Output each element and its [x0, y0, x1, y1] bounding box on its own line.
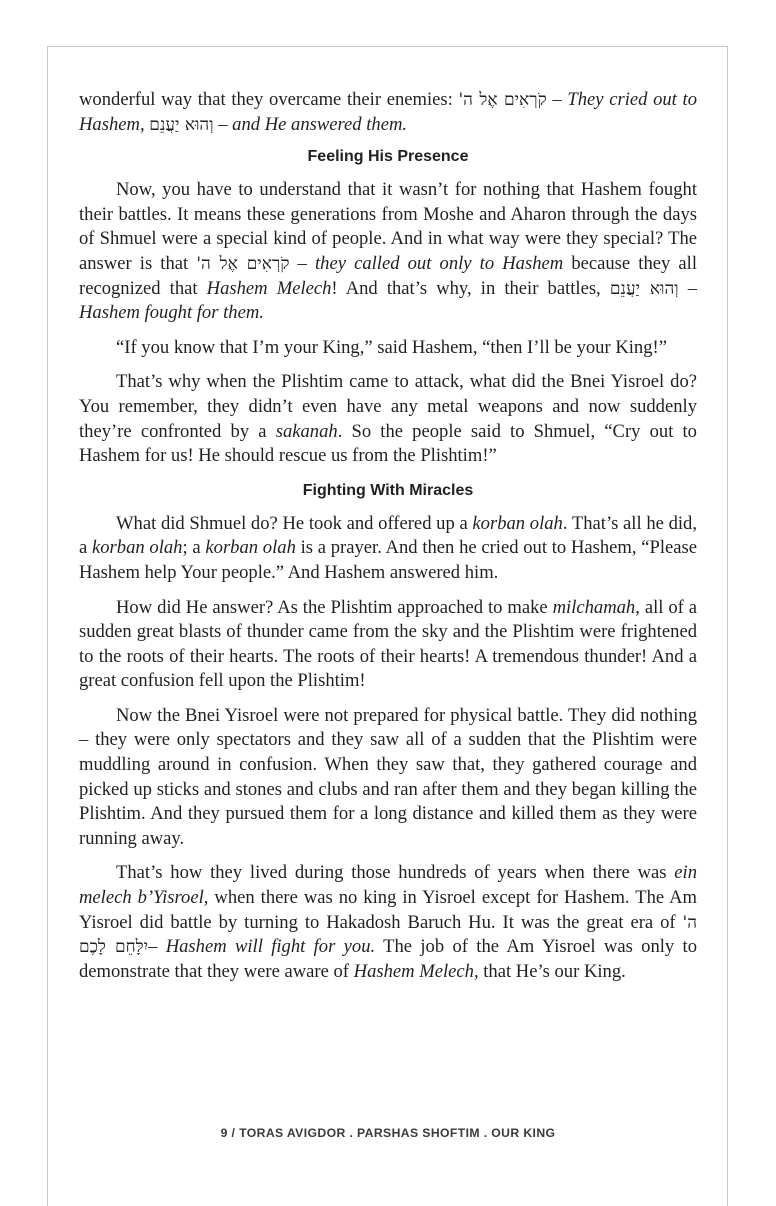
- hebrew-text: קֹרְאִים אֶל ה': [458, 90, 547, 110]
- hebrew-text: ה' יִלָּחֵם לָכֶם: [79, 912, 697, 958]
- page-footer: 9 / TORAS AVIGDOR . PARSHAS SHOFTIM . OUR KING: [220, 1126, 556, 1140]
- section-heading: Fighting With Miracles: [302, 481, 474, 499]
- paragraph: What did Shmuel do? He took and offered up a korban olah. That’s all he did, a korban olah; a korban olah is a prayer. And then he cried out to Hashem, “Please Hashem help Your people.” And Hashem answered him.: [79, 512, 698, 583]
- hebrew-text: קֹרְאִים אֶל ה': [196, 253, 290, 274]
- page-content: [79, 88, 697, 994]
- paragraph: That’s how they lived during those hundreds of years when there was ein melech b’Yisroel, when there was no king in Yisroel except for Hashem. The Am Yisroel did battle by turning to Hakadosh Baruch Hu. It was the great era of ה' יִלָּחֵם לָכֶם– Hashem will fight for you. The job of the Am Yisroel was only to demonstrate that they were aware of Hashem Melech, that He’s our King.: [79, 862, 698, 982]
- section-heading: Feeling His Presence: [307, 148, 469, 166]
- hebrew-text: וְהוּא יַעֲנֵם: [609, 278, 679, 299]
- paragraph: That’s why when the Plishtim came to attack, what did the Bnei Yisroel do? You remember, they didn’t even have any metal weapons and now suddenly they’re confronted by a sakanah. So the people said to Shmuel, “Cry out to Hashem for us! He should rescue us from the Plishtim!”: [79, 371, 697, 467]
- paragraph: “If you know that I’m your King,” said Hashem, “then I’ll be your King!”: [116, 336, 667, 358]
- paragraph: Now the Bnei Yisroel were not prepared for physical battle. They did nothing – they were only spectators and they saw all of a sudden that the Plishtim were muddling around in confusion. When they saw that, they gathered courage and picked up sticks and stones and clubs and ran after them and they began killing the Plishtim. And they pursued them for a long distance and killed them as they were running away.: [79, 704, 697, 849]
- paragraph: How did He answer? As the Plishtim approached to make milchamah, all of a sudden great blasts of thunder came from the sky and the Plishtim were frightened to the roots of their hearts. The roots of their hearts! A tremendous thunder! And a great confusion fell upon the Plishtim!: [79, 596, 698, 692]
- paragraph-intro: wonderful way that they overcame their enemies: קֹרְאִים אֶל ה' – They cried out to Hashem, וְהוּא יַעֲנֵם – and He answered them.: [79, 89, 697, 135]
- hebrew-text: וְהוּא יַעֲנֵם: [149, 114, 214, 135]
- paragraph: Now, you have to understand that it wasn’t for nothing that Hashem fought their battles. It means these generations from Moshe and Aharon through the days of Shmuel were a special kind of people. And in what way were they special? The answer is that קֹרְאִים אֶל ה' – they called out only to Hashem because they all recognized that Hashem Melech! And that’s why, in their battles, וְהוּא יַעֲנֵם – Hashem fought for them.: [79, 179, 698, 324]
